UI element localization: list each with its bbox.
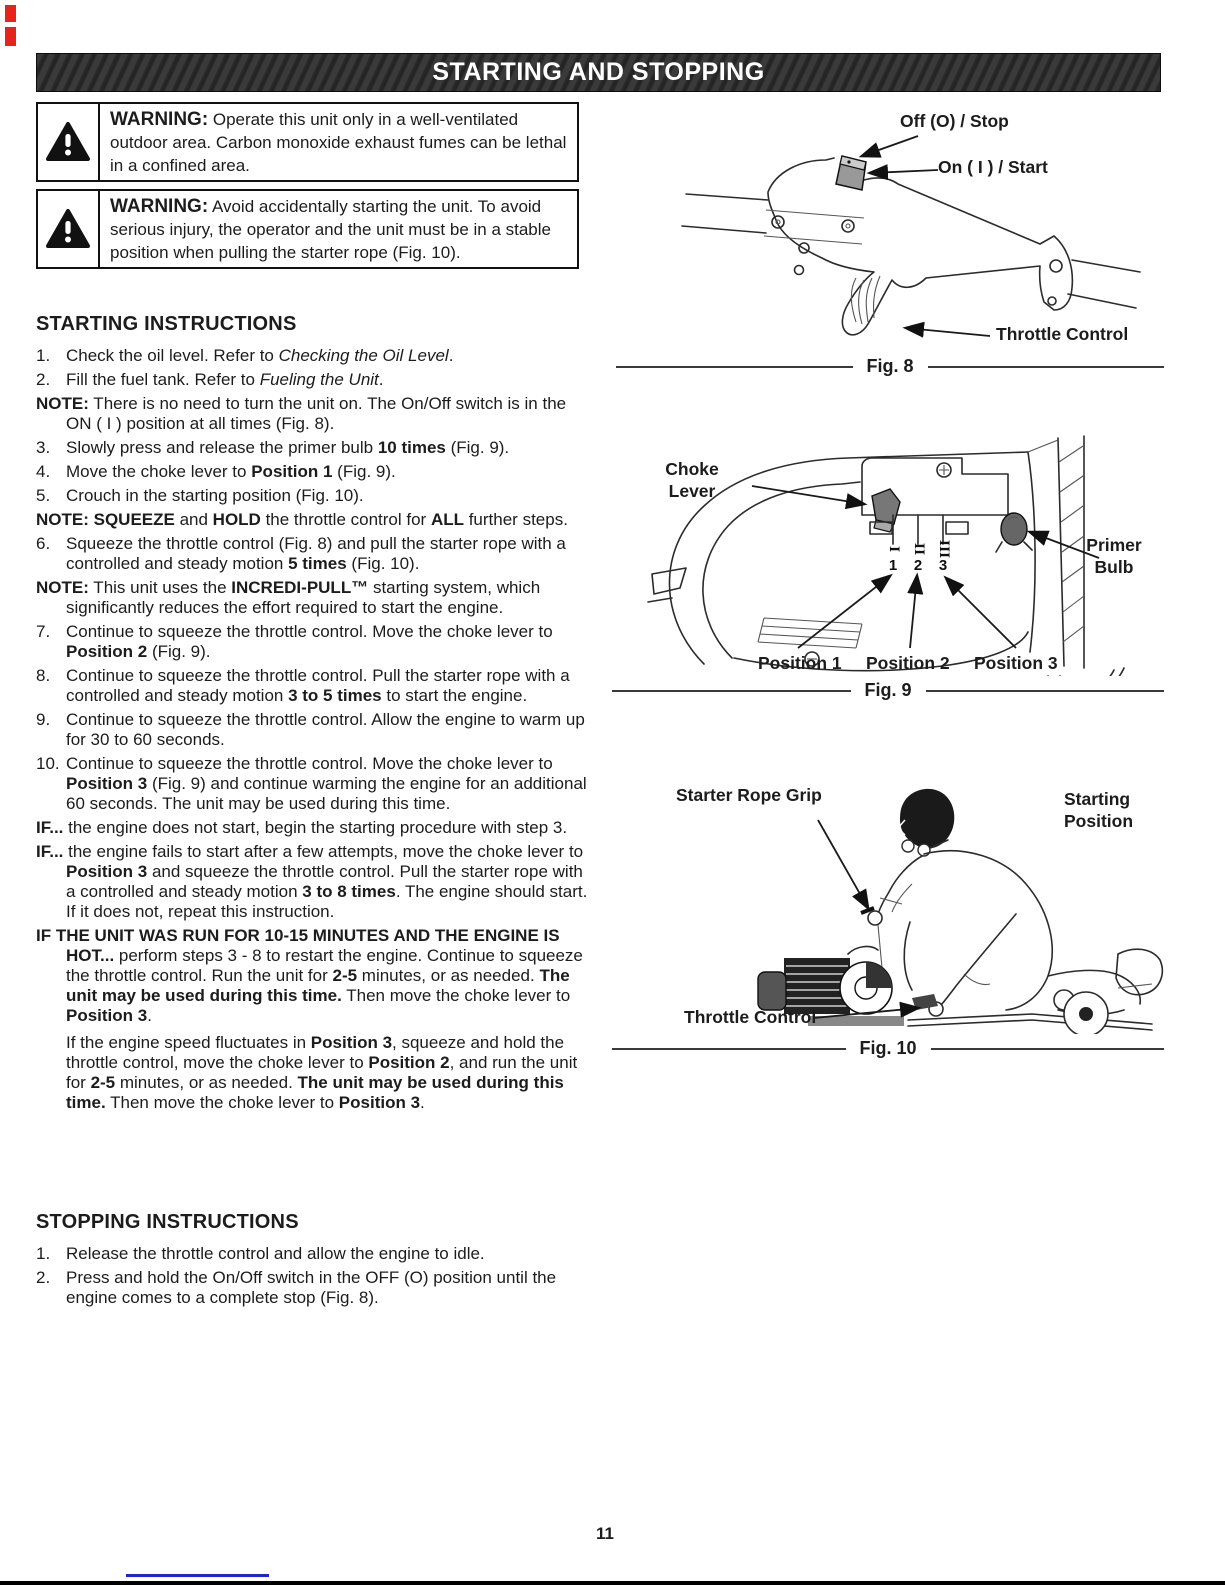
- text-segment: and squeeze the throttle control. Pull the starter rope with a controlled and steady motion: [66, 862, 583, 901]
- text-segment: Crouch in the starting position (Fig. 10).: [66, 486, 364, 505]
- section-header-bar: [36, 53, 1161, 92]
- figure-9-caption: Fig. 9: [612, 680, 1164, 701]
- text-segment: Position 2: [368, 1053, 450, 1072]
- text-segment: Position 3: [310, 1033, 393, 1052]
- fig9-choke-lever-label: Choke Lever: [665, 459, 719, 501]
- text-segment: 10 times: [377, 438, 446, 457]
- list-number: 10.: [36, 754, 60, 773]
- text-segment: Position 3: [66, 774, 148, 793]
- list-item: [36, 486, 588, 506]
- list-number: 4.: [36, 462, 51, 481]
- fig8-off-stop-label: Off (O) / Stop: [900, 111, 1009, 131]
- text-segment: Release the throttle control and allow the engine to idle.: [66, 1244, 485, 1263]
- text-segment: Check the oil level. Refer to: [66, 346, 279, 365]
- figure-10-caption: Fig. 10: [612, 1038, 1164, 1059]
- stopping-instructions-list: [36, 1244, 588, 1308]
- text-segment: IF...: [36, 842, 64, 861]
- caption-rule: [612, 1048, 846, 1050]
- svg-text:I: I: [886, 545, 901, 553]
- list-item: [36, 1033, 588, 1113]
- text-segment: Position 3: [66, 1006, 148, 1025]
- list-number: 2.: [36, 1268, 51, 1287]
- caption-rule: [926, 690, 1165, 692]
- warning-text: WARNING: Operate this unit only in a well-ventilated outdoor area. Carbon monoxide exhaust fumes can be lethal in a confined area.: [110, 109, 567, 175]
- starting-instructions-list: [36, 346, 588, 1113]
- list-number: 1.: [36, 346, 51, 365]
- list-item: [36, 622, 588, 662]
- text-segment: Press and hold the On/Off switch in the OFF (O) position until the engine comes to a complete stop (Fig. 8).: [66, 1268, 557, 1307]
- warning-text: WARNING: Avoid accidentally starting the unit. To avoid serious injury, the operator and the unit must be in a stable position when pulling the starter rope (Fig. 10).: [110, 196, 551, 262]
- text-segment: .: [378, 370, 384, 389]
- list-item: [36, 370, 588, 390]
- text-segment: 2-5: [90, 1073, 116, 1092]
- starting-instructions-section: [36, 314, 588, 1117]
- bottom-edge-rule: [0, 1581, 1225, 1585]
- text-segment: IF...: [36, 818, 64, 837]
- list-number: 2.: [36, 370, 51, 389]
- text-segment: ALL: [430, 510, 464, 529]
- fig10-starting-position-label: Starting Position: [1064, 789, 1134, 831]
- caption-rule: [616, 366, 853, 368]
- text-segment: further steps.: [463, 510, 568, 529]
- text-segment: If the engine speed fluctuates in: [66, 1033, 311, 1052]
- text-segment: IF THE UNIT WAS RUN FOR 10-15 MINUTES AND THE ENGINE IS HOT...: [36, 926, 560, 965]
- text-segment: (Fig. 9) and continue warming the engine for an additional 60 seconds. The unit may be used during this time.: [66, 774, 587, 813]
- text-segment: minutes, or as needed.: [115, 1073, 298, 1092]
- text-segment: NOTE: SQUEEZE: [36, 510, 175, 529]
- text-segment: The unit may be used during this time.: [66, 966, 570, 1005]
- list-number: 6.: [36, 534, 51, 553]
- svg-text:1: 1: [888, 557, 898, 574]
- list-number: 5.: [36, 486, 51, 505]
- warning-box: [36, 189, 579, 269]
- text-segment: 3 to 5 times: [288, 686, 382, 705]
- figure-8: [616, 96, 1164, 377]
- svg-text:III: III: [936, 539, 951, 559]
- text-segment: NOTE:: [36, 578, 89, 597]
- link-underline: [126, 1574, 269, 1577]
- text-segment: HOLD: [212, 510, 261, 529]
- text-segment: Then move the choke lever to: [341, 986, 571, 1005]
- fig10-throttle-control-label: Throttle Control: [684, 1007, 817, 1027]
- text-segment: to start the engine.: [381, 686, 528, 705]
- svg-text:2: 2: [913, 557, 923, 574]
- text-segment: INCREDI-PULL™: [231, 578, 369, 597]
- text-segment: NOTE:: [36, 394, 89, 413]
- list-item: [36, 578, 588, 618]
- list-item: [36, 346, 588, 366]
- caption-rule: [928, 366, 1165, 368]
- text-segment: Move the choke lever to: [66, 462, 252, 481]
- fig9-position2-label: Position 2: [866, 653, 950, 673]
- text-segment: There is no need to turn the unit on. The On/Off switch is in the ON ( I ) position at all times (Fig. 8).: [66, 394, 567, 433]
- list-item: [36, 534, 588, 574]
- text-segment: starting system, which significantly reduces the effort required to start the engine.: [66, 578, 541, 617]
- text-segment: Position 2: [66, 642, 148, 661]
- caption-rule: [931, 1048, 1165, 1050]
- page-number: 11: [596, 1524, 614, 1543]
- fig8-on-start-label: On ( I ) / Start: [938, 157, 1048, 177]
- caption-rule: [612, 690, 851, 692]
- text-segment: the throttle control for: [260, 510, 431, 529]
- text-segment: Continue to squeeze the throttle control. Move the choke lever to: [66, 622, 553, 641]
- section-title: STARTING AND STOPPING: [432, 58, 765, 86]
- list-item: [36, 394, 588, 434]
- warning-label: WARNING:: [110, 196, 209, 217]
- list-item: [36, 926, 588, 1026]
- list-item: [36, 1244, 588, 1264]
- list-item: [36, 510, 588, 530]
- list-number: 8.: [36, 666, 51, 685]
- text-segment: the engine does not start, begin the starting procedure with step 3.: [63, 818, 568, 837]
- warning-label: WARNING:: [110, 109, 209, 130]
- text-segment: .: [448, 346, 454, 365]
- starting-instructions-title: STARTING INSTRUCTIONS: [36, 313, 297, 335]
- fig9-position3-label: Position 3: [974, 653, 1058, 673]
- text-segment: Position 3: [338, 1093, 421, 1112]
- list-item: [36, 842, 588, 922]
- red-corner-mark: [5, 27, 16, 46]
- svg-text:II: II: [911, 542, 926, 556]
- text-segment: Continue to squeeze the throttle control. Move the choke lever to: [66, 754, 553, 773]
- stopping-instructions-section: [36, 1212, 588, 1312]
- warning-box: [36, 102, 579, 182]
- fig9-position1-label: Position 1: [758, 653, 842, 673]
- text-segment: and: [174, 510, 213, 529]
- text-segment: 5 times: [288, 554, 347, 573]
- figure-8-caption: Fig. 8: [616, 356, 1164, 377]
- list-item: [36, 818, 588, 838]
- text-segment: 3 to 8 times: [302, 882, 396, 901]
- list-item: [36, 1268, 588, 1308]
- list-item: [36, 666, 588, 706]
- text-segment: Then move the choke lever to: [105, 1093, 339, 1112]
- text-segment: Fueling the Unit: [259, 370, 379, 389]
- figure-10: [612, 762, 1164, 1059]
- warning-icon-cell: [38, 104, 100, 180]
- text-segment: Continue to squeeze the throttle control. Pull the starter rope with a controlled and steady motion: [66, 666, 570, 705]
- text-segment: The unit may be used during this time.: [66, 1073, 564, 1112]
- text-segment: Fill the fuel tank. Refer to: [66, 370, 260, 389]
- warning-icon-cell: [38, 191, 100, 267]
- text-segment: Position 3: [66, 862, 148, 881]
- text-segment: .: [420, 1093, 425, 1112]
- list-number: 7.: [36, 622, 51, 641]
- fig10-starter-rope-grip-label: Starter Rope Grip: [676, 785, 822, 805]
- list-number: 1.: [36, 1244, 51, 1263]
- text-segment: Continue to squeeze the throttle control. Allow the engine to warm up for 30 to 60 seconds.: [66, 710, 585, 749]
- red-corner-mark: [5, 5, 16, 22]
- fig8-throttle-label: Throttle Control: [996, 324, 1129, 344]
- text-segment: the engine fails to start after a few attempts, move the choke lever to: [63, 842, 584, 861]
- text-segment: (Fig. 9).: [332, 462, 396, 481]
- text-segment: (Fig. 9).: [445, 438, 510, 457]
- text-segment: (Fig. 9).: [147, 642, 211, 661]
- warning-triangle-icon: [45, 208, 91, 250]
- text-segment: .: [147, 1006, 152, 1025]
- figure-9: [612, 426, 1164, 701]
- text-segment: Squeeze the throttle control (Fig. 8) and pull the starter rope with a controlled and steady motion: [66, 534, 566, 573]
- text-segment: This unit uses the: [88, 578, 232, 597]
- list-item: [36, 710, 588, 750]
- text-segment: . The engine should start. If it does not, repeat this instruction.: [66, 882, 588, 921]
- text-segment: Checking the Oil Level: [278, 346, 449, 365]
- text-segment: Position 1: [251, 462, 333, 481]
- text-segment: Slowly press and release the primer bulb: [66, 438, 378, 457]
- text-segment: (Fig. 10).: [346, 554, 420, 573]
- text-segment: minutes, or as needed.: [357, 966, 540, 985]
- figure-8-handle-drawing: [616, 96, 1164, 352]
- list-number: 9.: [36, 710, 51, 729]
- text-segment: , squeeze and hold the throttle control, move the choke lever to: [66, 1033, 565, 1072]
- text-segment: perform steps 3 - 8 to restart the engine. Continue to squeeze the throttle control. Run the unit for: [66, 946, 583, 985]
- list-item: [36, 438, 588, 458]
- list-item: [36, 462, 588, 482]
- fig9-primer-bulb-label: Primer Bulb: [1086, 535, 1142, 577]
- list-number: 3.: [36, 438, 51, 457]
- svg-text:3: 3: [938, 557, 948, 574]
- warning-triangle-icon: [45, 121, 91, 163]
- stopping-instructions-title: STOPPING INSTRUCTIONS: [36, 1211, 299, 1233]
- text-segment: 2-5: [332, 966, 358, 985]
- list-item: [36, 754, 588, 814]
- text-segment: , and run the unit for: [66, 1053, 578, 1092]
